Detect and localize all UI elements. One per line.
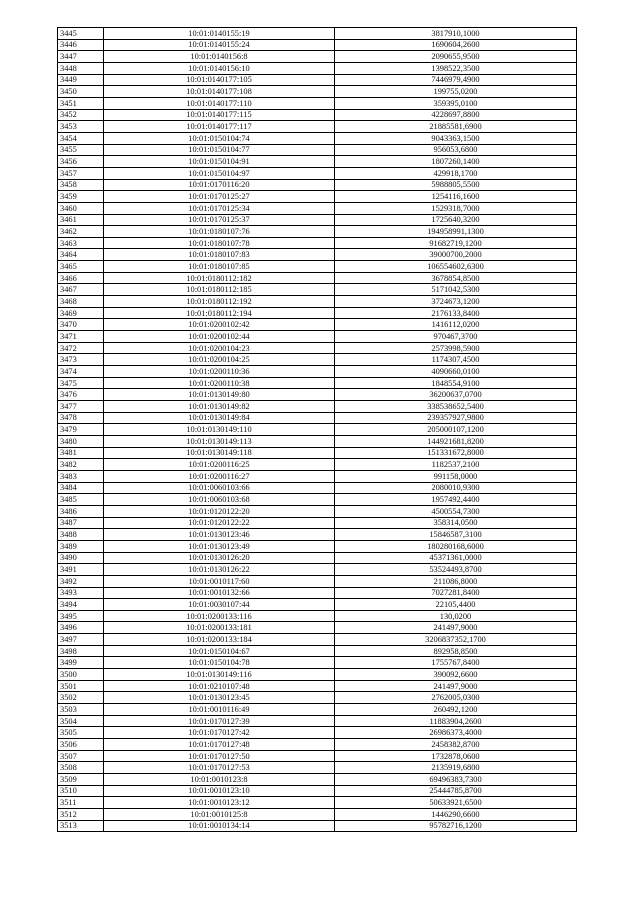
cadastral-number-cell: 10:01:0180107:76 (104, 226, 335, 238)
table-row (58, 634, 577, 646)
cadastral-number-cell: 10:01:0060103:66 (104, 482, 335, 494)
cadastral-number-cell: 10:01:0010116:49 (104, 704, 335, 716)
row-number-cell: 3459 (58, 191, 104, 203)
value-cell: 69496383,7300 (335, 774, 577, 786)
row-number-cell: 3511 (58, 797, 104, 809)
row-number-cell: 3501 (58, 680, 104, 692)
table-row (58, 51, 577, 63)
value-cell: 22105,4400 (335, 599, 577, 611)
cadastral-number-cell: 10:01:0030107:44 (104, 599, 335, 611)
row-number-cell: 3492 (58, 575, 104, 587)
cadastral-number-cell: 10:01:0140156:10 (104, 62, 335, 74)
table-row (58, 704, 577, 716)
row-number-cell: 3488 (58, 529, 104, 541)
cadastral-number-cell: 10:01:0150104:77 (104, 144, 335, 156)
row-number-cell: 3467 (58, 284, 104, 296)
value-cell: 1690604,2600 (335, 39, 577, 51)
value-cell: 991158,0000 (335, 470, 577, 482)
value-cell: 144921681,8200 (335, 435, 577, 447)
row-number-cell: 3490 (58, 552, 104, 564)
table-row (58, 552, 577, 564)
row-number-cell: 3472 (58, 342, 104, 354)
value-cell: 15846587,3100 (335, 529, 577, 541)
cadastral-number-cell: 10:01:0140155:19 (104, 28, 335, 40)
row-number-cell: 3463 (58, 237, 104, 249)
row-number-cell: 3452 (58, 109, 104, 121)
value-cell: 5171042,5300 (335, 284, 577, 296)
row-number-cell: 3509 (58, 774, 104, 786)
table-row (58, 774, 577, 786)
table-row (58, 692, 577, 704)
row-number-cell: 3503 (58, 704, 104, 716)
table-row (58, 517, 577, 529)
cadastral-number-cell: 10:01:0140155:24 (104, 39, 335, 51)
row-number-cell: 3510 (58, 785, 104, 797)
row-number-cell: 3462 (58, 226, 104, 238)
row-number-cell: 3473 (58, 354, 104, 366)
cadastral-number-cell: 10:01:0130149:113 (104, 435, 335, 447)
cadastral-number-cell: 10:01:0170125:37 (104, 214, 335, 226)
table-row (58, 214, 577, 226)
value-cell: 390092,6600 (335, 669, 577, 681)
value-cell: 9043363,1500 (335, 132, 577, 144)
value-cell: 211086,8000 (335, 575, 577, 587)
value-cell: 956053,6800 (335, 144, 577, 156)
cadastral-number-cell: 10:01:0130126:22 (104, 564, 335, 576)
table-row (58, 739, 577, 751)
table-row (58, 156, 577, 168)
cadastral-number-cell: 10:01:0180107:85 (104, 261, 335, 273)
table-row (58, 319, 577, 331)
cadastral-number-cell: 10:01:0170127:48 (104, 739, 335, 751)
row-number-cell: 3496 (58, 622, 104, 634)
table-row (58, 494, 577, 506)
row-number-cell: 3454 (58, 132, 104, 144)
cadastral-number-cell: 10:01:0010123:12 (104, 797, 335, 809)
row-number-cell: 3445 (58, 28, 104, 40)
row-number-cell: 3508 (58, 762, 104, 774)
row-number-cell: 3493 (58, 587, 104, 599)
value-cell: 1254116,1600 (335, 191, 577, 203)
table-row (58, 179, 577, 191)
value-cell: 7446979,4900 (335, 74, 577, 86)
cadastral-number-cell: 10:01:0150104:78 (104, 657, 335, 669)
value-cell: 241497,9000 (335, 622, 577, 634)
table-row (58, 447, 577, 459)
row-number-cell: 3461 (58, 214, 104, 226)
table-row (58, 540, 577, 552)
cadastral-number-cell: 10:01:0140177:115 (104, 109, 335, 121)
table-row (58, 564, 577, 576)
value-cell: 4500554,7300 (335, 505, 577, 517)
table-row (58, 808, 577, 820)
row-number-cell: 3465 (58, 261, 104, 273)
value-cell: 53524493,8700 (335, 564, 577, 576)
table-row (58, 249, 577, 261)
cadastral-number-cell: 10:01:0060103:68 (104, 494, 335, 506)
value-cell: 5988805,5500 (335, 179, 577, 191)
table-row (58, 167, 577, 179)
cadastral-number-cell: 10:01:0180112:194 (104, 307, 335, 319)
row-number-cell: 3481 (58, 447, 104, 459)
row-number-cell: 3483 (58, 470, 104, 482)
value-cell: 1398522,3500 (335, 62, 577, 74)
row-number-cell: 3471 (58, 331, 104, 343)
value-cell: 1416112,0200 (335, 319, 577, 331)
cadastral-number-cell: 10:01:0130149:84 (104, 412, 335, 424)
cadastral-number-cell: 10:01:0170127:53 (104, 762, 335, 774)
value-cell: 1182537,2100 (335, 459, 577, 471)
cadastral-number-cell: 10:01:0180112:182 (104, 272, 335, 284)
row-number-cell: 3484 (58, 482, 104, 494)
table-row (58, 331, 577, 343)
cadastral-number-cell: 10:01:0170127:50 (104, 750, 335, 762)
cadastral-number-cell: 10:01:0170125:27 (104, 191, 335, 203)
row-number-cell: 3455 (58, 144, 104, 156)
row-number-cell: 3513 (58, 820, 104, 832)
cadastral-number-cell: 10:01:0200133:184 (104, 634, 335, 646)
table-row (58, 424, 577, 436)
value-cell: 1174307,4500 (335, 354, 577, 366)
table-row (58, 599, 577, 611)
row-number-cell: 3478 (58, 412, 104, 424)
row-number-cell: 3476 (58, 389, 104, 401)
value-cell: 2458382,8700 (335, 739, 577, 751)
table-row (58, 622, 577, 634)
row-number-cell: 3506 (58, 739, 104, 751)
row-number-cell: 3500 (58, 669, 104, 681)
cadastral-number-cell: 10:01:0130149:110 (104, 424, 335, 436)
cadastral-number-cell: 10:01:0130123:46 (104, 529, 335, 541)
table-row (58, 261, 577, 273)
cadastral-number-cell: 10:01:0180112:192 (104, 296, 335, 308)
value-cell: 11883904,2600 (335, 715, 577, 727)
value-cell: 429918,1700 (335, 167, 577, 179)
value-cell: 180280168,6000 (335, 540, 577, 552)
table-row (58, 226, 577, 238)
cadastral-number-cell: 10:01:0200116:27 (104, 470, 335, 482)
table-row (58, 132, 577, 144)
row-number-cell: 3486 (58, 505, 104, 517)
value-cell: 359395,0100 (335, 97, 577, 109)
table-row (58, 750, 577, 762)
row-number-cell: 3468 (58, 296, 104, 308)
table-row (58, 307, 577, 319)
table-row (58, 389, 577, 401)
value-cell: 4228697,8800 (335, 109, 577, 121)
value-cell: 36200637,0700 (335, 389, 577, 401)
value-cell: 50633921,6500 (335, 797, 577, 809)
table-row (58, 715, 577, 727)
table-row (58, 587, 577, 599)
value-cell: 7027281,8400 (335, 587, 577, 599)
row-number-cell: 3451 (58, 97, 104, 109)
cadastral-number-cell: 10:01:0140177:110 (104, 97, 335, 109)
row-number-cell: 3480 (58, 435, 104, 447)
row-number-cell: 3460 (58, 202, 104, 214)
row-number-cell: 3446 (58, 39, 104, 51)
row-number-cell: 3448 (58, 62, 104, 74)
cadastral-number-cell: 10:01:0180107:78 (104, 237, 335, 249)
row-number-cell: 3474 (58, 366, 104, 378)
table-row (58, 237, 577, 249)
value-cell: 91682719,1200 (335, 237, 577, 249)
row-number-cell: 3458 (58, 179, 104, 191)
value-cell: 1755767,8400 (335, 657, 577, 669)
table-row (58, 354, 577, 366)
row-number-cell: 3466 (58, 272, 104, 284)
value-cell: 45371361,0000 (335, 552, 577, 564)
table-row (58, 610, 577, 622)
cadastral-number-cell: 10:01:0130149:80 (104, 389, 335, 401)
row-number-cell: 3502 (58, 692, 104, 704)
table-row (58, 144, 577, 156)
value-cell: 260492,1200 (335, 704, 577, 716)
cadastral-number-cell: 10:01:0120122:20 (104, 505, 335, 517)
row-number-cell: 3487 (58, 517, 104, 529)
cadastral-number-cell: 10:01:0170127:42 (104, 727, 335, 739)
table-row (58, 202, 577, 214)
row-number-cell: 3470 (58, 319, 104, 331)
table-row (58, 680, 577, 692)
cadastral-number-cell: 10:01:0200102:42 (104, 319, 335, 331)
row-number-cell: 3482 (58, 459, 104, 471)
value-cell: 130,0200 (335, 610, 577, 622)
cadastral-number-cell: 10:01:0200104:25 (104, 354, 335, 366)
value-cell: 21885581,6900 (335, 121, 577, 133)
table-row (58, 109, 577, 121)
value-cell: 338538652,5400 (335, 401, 577, 413)
table-row (58, 505, 577, 517)
value-cell: 1807260,1400 (335, 156, 577, 168)
table-row (58, 762, 577, 774)
cadastral-number-cell: 10:01:0210107:48 (104, 680, 335, 692)
row-number-cell: 3494 (58, 599, 104, 611)
value-cell: 1848554,9100 (335, 377, 577, 389)
cadastral-number-cell: 10:01:0130123:49 (104, 540, 335, 552)
value-cell: 3678854,8500 (335, 272, 577, 284)
value-cell: 205000107,1200 (335, 424, 577, 436)
row-number-cell: 3450 (58, 86, 104, 98)
cadastral-number-cell: 10:01:0140177:105 (104, 74, 335, 86)
cadastral-number-cell: 10:01:0180107:83 (104, 249, 335, 261)
cadastral-number-cell: 10:01:0200133:181 (104, 622, 335, 634)
value-cell: 358314,0500 (335, 517, 577, 529)
table-row (58, 97, 577, 109)
cadastral-number-cell: 10:01:0200116:25 (104, 459, 335, 471)
row-number-cell: 3453 (58, 121, 104, 133)
value-cell: 892958,8500 (335, 645, 577, 657)
cadastral-number-cell: 10:01:0130123:45 (104, 692, 335, 704)
cadastral-number-cell: 10:01:0150104:91 (104, 156, 335, 168)
value-cell: 2762005,0300 (335, 692, 577, 704)
value-cell: 1725640,3200 (335, 214, 577, 226)
value-cell: 106554602,6300 (335, 261, 577, 273)
value-cell: 4090660,0100 (335, 366, 577, 378)
table-row (58, 86, 577, 98)
row-number-cell: 3507 (58, 750, 104, 762)
value-cell: 2080010,9300 (335, 482, 577, 494)
row-number-cell: 3477 (58, 401, 104, 413)
table-row (58, 435, 577, 447)
table-row (58, 412, 577, 424)
cadastral-number-cell: 10:01:0150104:67 (104, 645, 335, 657)
table-row (58, 575, 577, 587)
cadastral-number-cell: 10:01:0170116:20 (104, 179, 335, 191)
value-cell: 199755,0200 (335, 86, 577, 98)
table-row (58, 366, 577, 378)
table-row (58, 296, 577, 308)
cadastral-number-cell: 10:01:0010134:14 (104, 820, 335, 832)
value-cell: 2176133,8400 (335, 307, 577, 319)
cadastral-number-cell: 10:01:0150104:97 (104, 167, 335, 179)
table-row (58, 342, 577, 354)
row-number-cell: 3447 (58, 51, 104, 63)
value-cell: 2573998,5900 (335, 342, 577, 354)
value-cell: 95782716,1200 (335, 820, 577, 832)
row-number-cell: 3491 (58, 564, 104, 576)
table-row (58, 820, 577, 832)
table-row (58, 645, 577, 657)
cadastral-number-cell: 10:01:0170125:34 (104, 202, 335, 214)
value-cell: 194958991,1300 (335, 226, 577, 238)
row-number-cell: 3498 (58, 645, 104, 657)
row-number-cell: 3489 (58, 540, 104, 552)
cadastral-number-cell: 10:01:0140156:8 (104, 51, 335, 63)
table-row (58, 459, 577, 471)
row-number-cell: 3485 (58, 494, 104, 506)
cadastral-number-cell: 10:01:0130149:82 (104, 401, 335, 413)
value-cell: 1732878,0600 (335, 750, 577, 762)
row-number-cell: 3499 (58, 657, 104, 669)
cadastral-number-cell: 10:01:0200102:44 (104, 331, 335, 343)
cadastral-number-cell: 10:01:0010123:10 (104, 785, 335, 797)
value-cell: 25444785,8700 (335, 785, 577, 797)
table-body (58, 28, 577, 832)
value-cell: 1529318,7000 (335, 202, 577, 214)
row-number-cell: 3449 (58, 74, 104, 86)
cadastral-number-cell: 10:01:0010117:60 (104, 575, 335, 587)
table-row (58, 191, 577, 203)
table-row (58, 39, 577, 51)
value-cell: 970467,3700 (335, 331, 577, 343)
cadastral-number-cell: 10:01:0130126:20 (104, 552, 335, 564)
row-number-cell: 3469 (58, 307, 104, 319)
table-row (58, 529, 577, 541)
value-cell: 2090655,9500 (335, 51, 577, 63)
value-cell: 26986373,4000 (335, 727, 577, 739)
table-row (58, 785, 577, 797)
table-row (58, 284, 577, 296)
cadastral-number-cell: 10:01:0010132:66 (104, 587, 335, 599)
value-cell: 1446290,6600 (335, 808, 577, 820)
row-number-cell: 3457 (58, 167, 104, 179)
cadastral-number-cell: 10:01:0150104:74 (104, 132, 335, 144)
value-cell: 2135919,6800 (335, 762, 577, 774)
table-row (58, 272, 577, 284)
cadastral-number-cell: 10:01:0130149:118 (104, 447, 335, 459)
table-row (58, 657, 577, 669)
table-row (58, 470, 577, 482)
row-number-cell: 3504 (58, 715, 104, 727)
cadastral-number-cell: 10:01:0010123:8 (104, 774, 335, 786)
row-number-cell: 3505 (58, 727, 104, 739)
row-number-cell: 3512 (58, 808, 104, 820)
value-cell: 3817910,1000 (335, 28, 577, 40)
cadastral-number-cell: 10:01:0200133:116 (104, 610, 335, 622)
cadastral-number-cell: 10:01:0140177:108 (104, 86, 335, 98)
value-cell: 151331672,8000 (335, 447, 577, 459)
cadastral-number-cell: 10:01:0180112:185 (104, 284, 335, 296)
value-cell: 1957492,4400 (335, 494, 577, 506)
table-row (58, 727, 577, 739)
table-row (58, 121, 577, 133)
cadastral-number-cell: 10:01:0200110:38 (104, 377, 335, 389)
cadastral-number-cell: 10:01:0010125:8 (104, 808, 335, 820)
row-number-cell: 3497 (58, 634, 104, 646)
row-number-cell: 3479 (58, 424, 104, 436)
cadastral-value-table (57, 27, 577, 832)
cadastral-number-cell: 10:01:0170127:39 (104, 715, 335, 727)
table-row (58, 377, 577, 389)
table-row (58, 669, 577, 681)
table-row (58, 74, 577, 86)
table-row (58, 62, 577, 74)
value-cell: 3206837352,1700 (335, 634, 577, 646)
value-cell: 239357927,9800 (335, 412, 577, 424)
cadastral-number-cell: 10:01:0200110:36 (104, 366, 335, 378)
row-number-cell: 3475 (58, 377, 104, 389)
row-number-cell: 3464 (58, 249, 104, 261)
cadastral-number-cell: 10:01:0140177:117 (104, 121, 335, 133)
value-cell: 241497,9000 (335, 680, 577, 692)
row-number-cell: 3495 (58, 610, 104, 622)
table-row (58, 401, 577, 413)
cadastral-number-cell: 10:01:0120122:22 (104, 517, 335, 529)
table-row (58, 482, 577, 494)
cadastral-number-cell: 10:01:0200104:23 (104, 342, 335, 354)
row-number-cell: 3456 (58, 156, 104, 168)
cadastral-number-cell: 10:01:0130149:116 (104, 669, 335, 681)
table-row (58, 797, 577, 809)
value-cell: 3724673,1200 (335, 296, 577, 308)
value-cell: 39000700,2000 (335, 249, 577, 261)
table-row (58, 28, 577, 40)
